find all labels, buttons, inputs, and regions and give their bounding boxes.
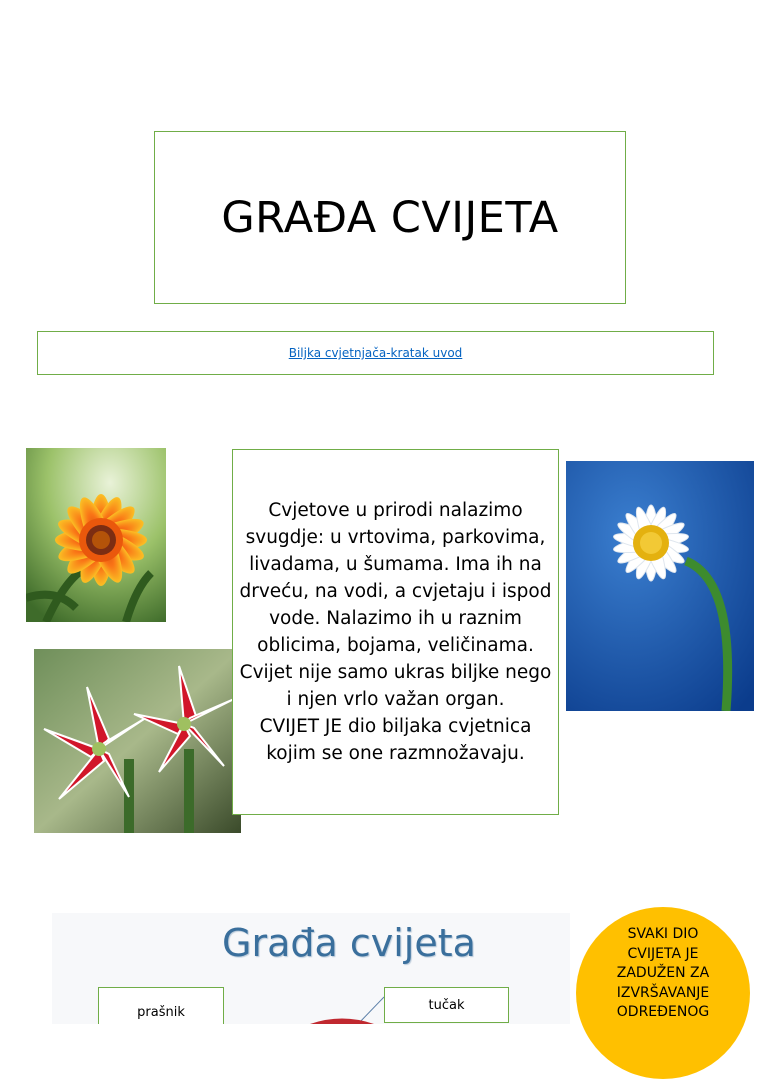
page-title: GRAĐA CVIJETA (221, 192, 559, 243)
intro-link[interactable]: Biljka cvjetnjača-kratak uvod (288, 346, 463, 360)
label-stamen: prašnik (98, 987, 224, 1024)
diagram-title: Građa cvijeta (222, 921, 476, 965)
title-box (154, 131, 626, 304)
amaryllis-flower-photo (34, 649, 241, 833)
flower-structure-diagram (52, 913, 570, 1024)
callout-bubble (576, 907, 750, 1079)
link-box (37, 331, 714, 375)
intro-text-box (232, 449, 559, 815)
gazania-flower-photo (26, 448, 166, 622)
label-pistil: tučak (384, 987, 509, 1023)
daisy-flower-photo (566, 461, 754, 711)
intro-paragraph: Cvjetove u prirodi nalazimo svugdje: u vrtovima, parkovima, livadama, u šumama. Ima ih na drveću, na vodi, a cvjetaju i ispod vode. Nalazimo ih u raznim oblicima, bojama, veličinama. Cvijet nije samo ukras biljke nego i njen vrlo važan organ. CVIJET JE dio biljaka cvjetnica kojim se one razmnožavaju. (239, 500, 552, 764)
callout-text: SVAKI DIO CVIJETA JE ZADUŽEN ZA IZVRŠAVANJE ODREĐENOG (616, 926, 710, 1020)
